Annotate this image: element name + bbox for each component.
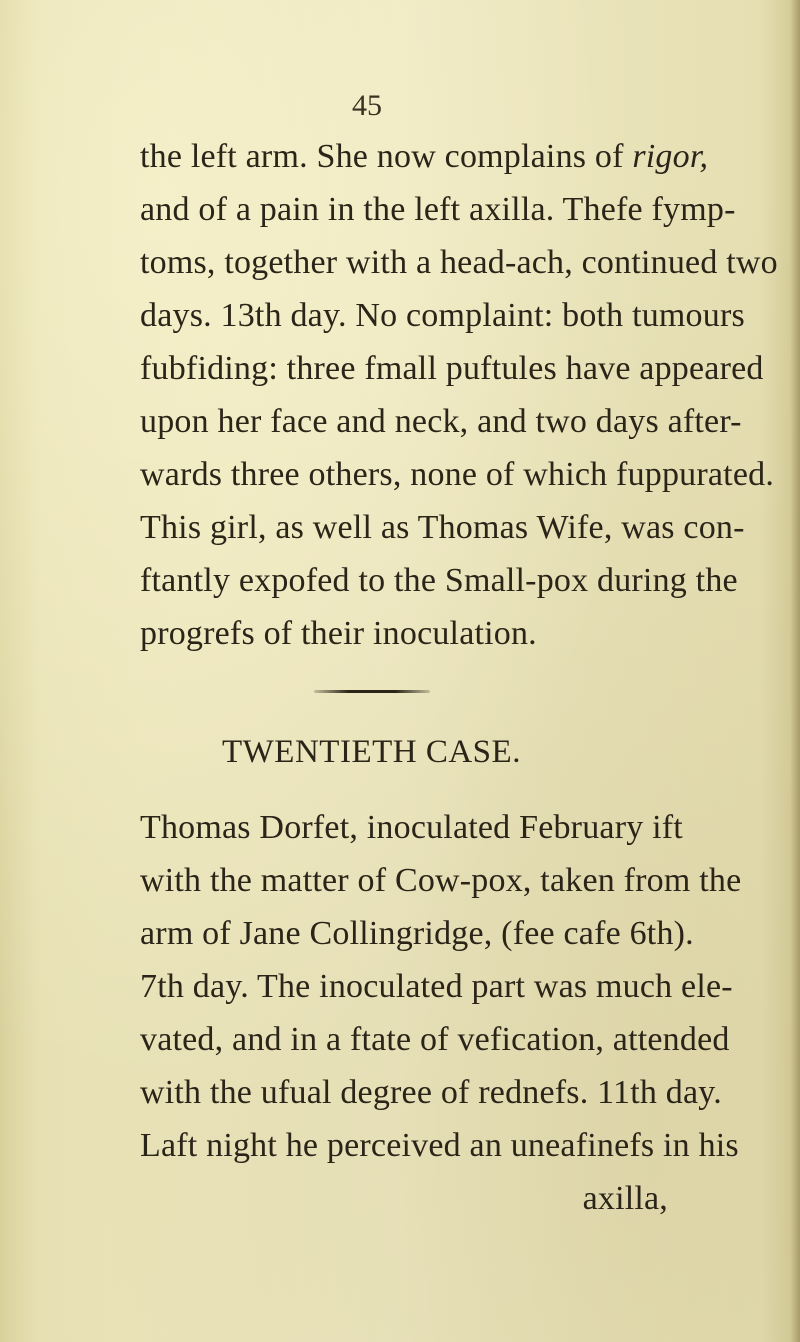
- page-edge-shadow: [790, 0, 800, 1342]
- text-line: toms, together with a head-ach, continued two: [140, 244, 778, 281]
- paragraph-twentieth-case: [140, 801, 742, 1225]
- italic-term: rigor,: [632, 138, 709, 175]
- text-line: vated, and in a ftate of vefication, attended: [140, 1021, 730, 1058]
- text-line: the left arm. She now complains of rigor,: [140, 138, 709, 175]
- text-line: with the matter of Cow-pox, taken from the: [140, 862, 742, 899]
- text-line: days. 13th day. No complaint: both tumours: [140, 297, 745, 334]
- section-divider-rule: [314, 690, 430, 693]
- text-line: and of a pain in the left axilla. Thefe fymp-: [140, 191, 736, 228]
- text-line: fubfiding: three fmall puftules have appeared: [140, 350, 764, 387]
- text-line: progrefs of their inoculation.: [140, 615, 537, 652]
- text-line: with the ufual degree of rednefs. 11th day.: [140, 1074, 722, 1111]
- text-line: upon her face and neck, and two days after-: [140, 403, 742, 440]
- text-line: Laft night he perceived an uneafinefs in his: [140, 1127, 739, 1164]
- text-line: ftantly expofed to the Small-pox during the: [140, 562, 738, 599]
- text-line: wards three others, none of which fuppurated.: [140, 456, 775, 493]
- paragraph-case-continuation: [140, 130, 778, 660]
- text-line: This girl, as well as Thomas Wife, was con-: [140, 509, 745, 546]
- page-number: 45: [352, 89, 382, 122]
- text-line: arm of Jane Collingridge, (fee cafe 6th).: [140, 915, 694, 952]
- case-heading: TWENTIETH CASE.: [222, 734, 521, 770]
- text-line: 7th day. The inoculated part was much ele-: [140, 968, 733, 1005]
- catchword: axilla,: [582, 1180, 668, 1217]
- text-line: Thomas Dorfet, inoculated February ift: [140, 809, 683, 846]
